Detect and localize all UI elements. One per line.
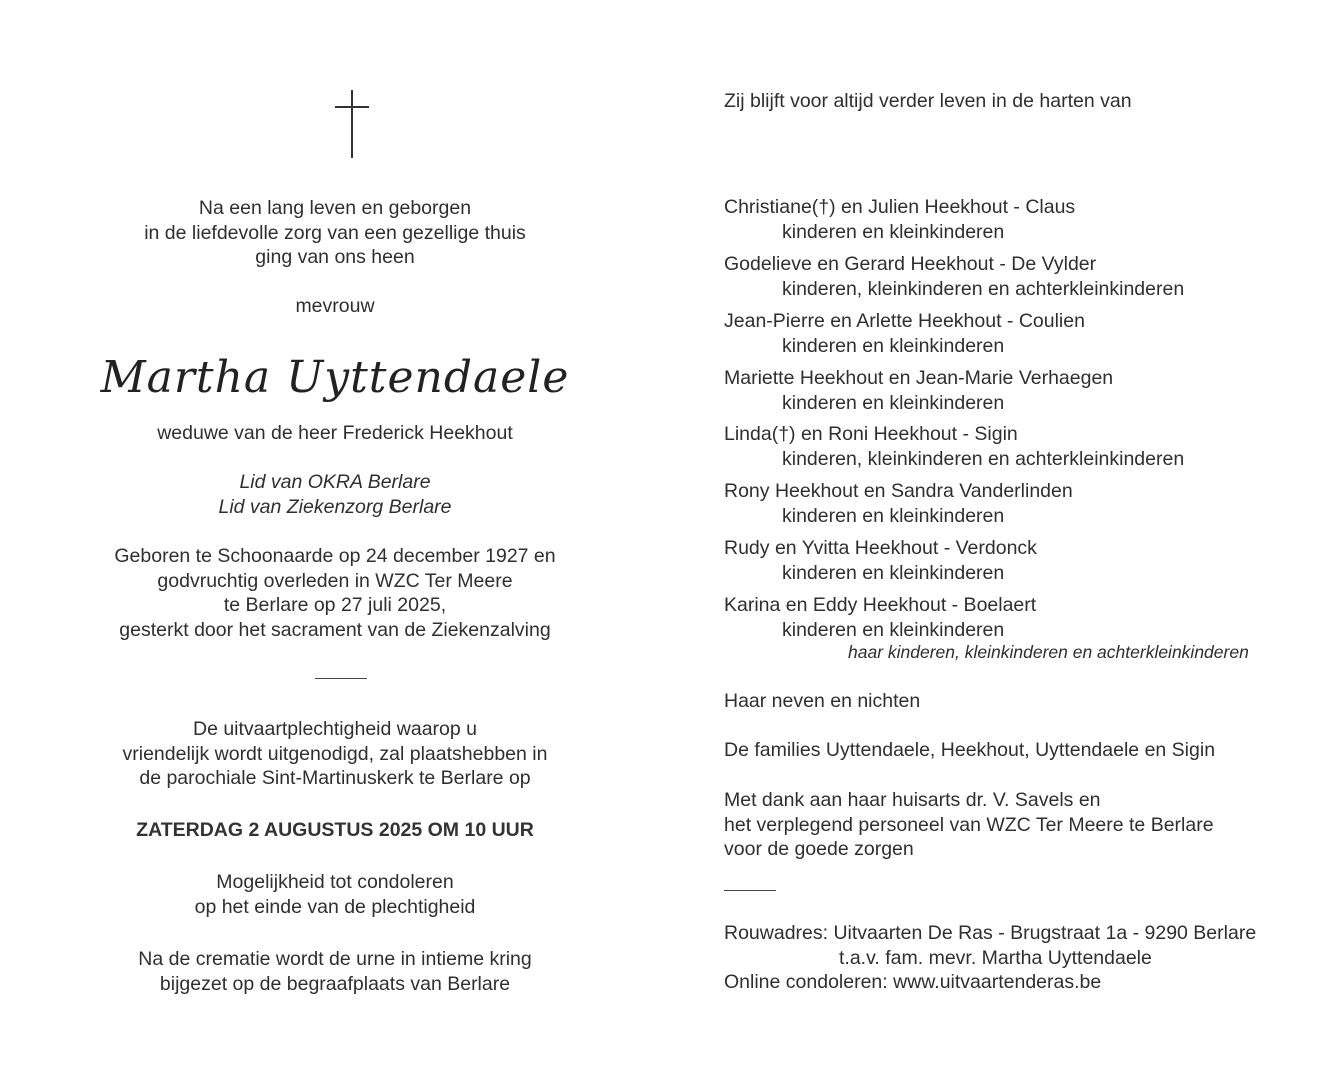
cremation-line: Na de crematie wordt de urne in intieme kring <box>138 948 532 970</box>
condolence-text <box>70 870 600 919</box>
family-name: Christiane(†) en Julien Heekhout - Claus <box>724 196 1076 218</box>
membership-line: Lid van Ziekenzorg Berlare <box>218 495 452 518</box>
family-entry <box>724 593 1036 642</box>
divider <box>724 890 776 891</box>
family-name: Rony Heekhout en Sandra Vanderlinden <box>724 480 1073 502</box>
ceremony-line: de parochiale Sint-Martinuskerk te Berlare op <box>139 767 531 790</box>
memberships <box>70 470 600 519</box>
ceremony-line: vriendelijk wordt uitgenodigd, zal plaatshebben in <box>122 742 548 765</box>
membership-line: Lid van OKRA Berlare <box>239 471 431 493</box>
family-descendants: kinderen en kleinkinderen <box>782 334 1005 357</box>
biography <box>70 544 600 642</box>
intro-line: Na een lang leven en geborgen <box>198 197 472 219</box>
family-descendants: kinderen, kleinkinderen en achterkleinkinderen <box>782 277 1185 300</box>
spouse-line: weduwe van de heer Frederick Heekhout <box>157 422 513 444</box>
intro-line: in de liefdevolle zorg van een gezellige thuis <box>144 221 526 244</box>
cremation-text <box>70 947 600 996</box>
mourners-heading: Zij blijft voor altijd verder leven in de harten van <box>724 90 1132 112</box>
bio-line: gesterkt door het sacrament van de Ziekenzalving <box>119 618 551 641</box>
ceremony-line: De uitvaartplechtigheid waarop u <box>192 718 477 740</box>
family-descendants: kinderen en kleinkinderen <box>782 561 1005 584</box>
family-name: Mariette Heekhout en Jean-Marie Verhaegen <box>724 367 1114 389</box>
family-descendants: kinderen en kleinkinderen <box>782 220 1005 243</box>
family-entry <box>724 479 1073 528</box>
online-condolence-line: Online condoleren: www.uitvaartenderas.be <box>724 971 1102 994</box>
cross-icon <box>335 90 369 158</box>
family-name: Jean-Pierre en Arlette Heekhout - Coulien <box>724 310 1085 332</box>
family-entry <box>724 309 1085 358</box>
thanks-text <box>724 788 1214 862</box>
divider <box>315 678 367 679</box>
nephews-line: Haar neven en nichten <box>724 690 921 712</box>
family-descendants: kinderen, kleinkinderen en achterkleinkinderen <box>782 447 1185 470</box>
family-descendants: kinderen en kleinkinderen <box>782 391 1005 414</box>
condolence-line: op het einde van de plechtigheid <box>194 895 476 918</box>
family-entry <box>724 422 1184 471</box>
family-name: Rudy en Yvitta Heekhout - Verdonck <box>724 537 1037 559</box>
intro-line: ging van ons heen <box>255 246 415 269</box>
family-name: Linda(†) en Roni Heekhout - Sigin <box>724 423 1018 445</box>
family-descendants: kinderen en kleinkinderen <box>782 618 1005 641</box>
thanks-line: voor de goede zorgen <box>724 838 914 861</box>
intro-text <box>70 196 600 270</box>
address-attention: t.a.v. fam. mevr. Martha Uyttendaele <box>839 946 1152 969</box>
relatives-line: De families Uyttendaele, Heekhout, Uyttendaele en Sigin <box>724 739 1216 761</box>
family-entry <box>724 536 1037 585</box>
honorific: mevrouw <box>295 295 375 317</box>
condolence-line: Mogelijkheid tot condoleren <box>216 871 454 893</box>
bio-line: godvruchtig overleden in WZC Ter Meere <box>157 569 513 592</box>
address-block <box>724 921 1256 995</box>
deceased-name: Martha Uyttendaele <box>100 352 570 403</box>
descendants-summary: haar kinderen, kleinkinderen en achterkleinkinderen <box>848 642 1249 662</box>
family-entry <box>724 252 1184 301</box>
family-name: Karina en Eddy Heekhout - Boelaert <box>724 594 1037 616</box>
family-name: Godelieve en Gerard Heekhout - De Vylder <box>724 253 1097 275</box>
address-line: Rouwadres: Uitvaarten De Ras - Brugstraat 1a - 9290 Berlare <box>724 922 1257 944</box>
thanks-line: het verplegend personeel van WZC Ter Meere te Berlare <box>724 813 1214 836</box>
bio-line: Geboren te Schoonaarde op 24 december 1927 en <box>114 545 556 567</box>
family-entry <box>724 195 1075 244</box>
cremation-line: bijgezet op de begraafplaats van Berlare <box>159 972 511 995</box>
family-descendants: kinderen en kleinkinderen <box>782 504 1005 527</box>
thanks-line: Met dank aan haar huisarts dr. V. Savels en <box>724 789 1101 811</box>
family-entry <box>724 366 1113 415</box>
ceremony-text <box>70 717 600 791</box>
ceremony-date: ZATERDAG 2 AUGUSTUS 2025 OM 10 UUR <box>136 819 534 841</box>
bio-line: te Berlare op 27 juli 2025, <box>223 594 447 617</box>
